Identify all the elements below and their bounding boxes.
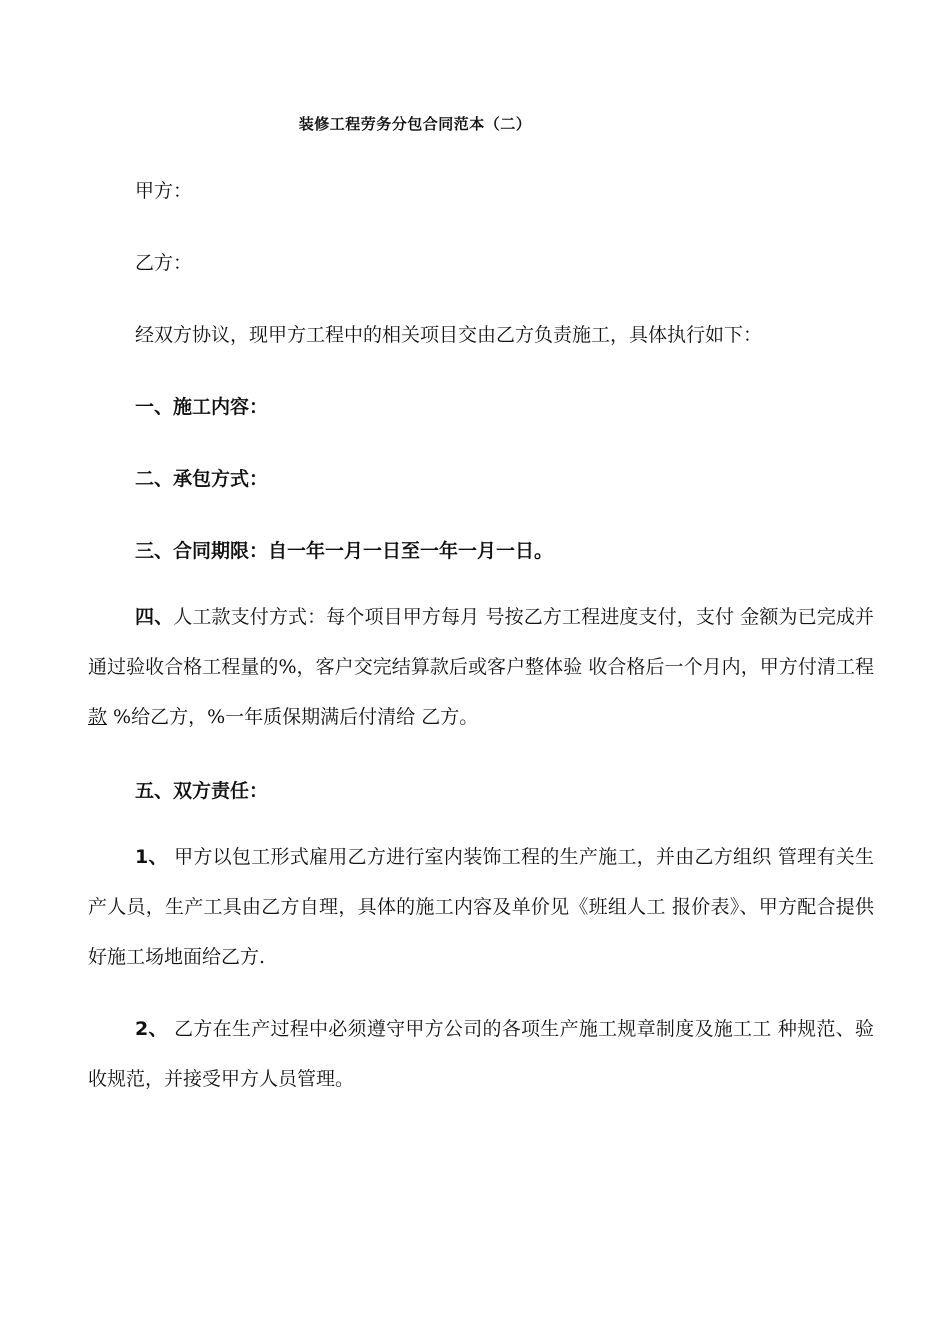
- section-3-heading: 三、合同期限：自一年一月一日至一年一月一日。: [135, 540, 554, 562]
- section-4-underlined: 款: [88, 706, 108, 728]
- section-4-text-a: 人工款支付方式：每个项目甲方每月 号按乙方工程进度支付，支付 金额为已完成并通过验收合格工程量的%，客户交完结算款后或客户整体验 收合格后一个月内，甲方付清工程: [88, 606, 874, 678]
- intro-paragraph: 经双方协议，现甲方工程中的相关项目交由乙方负责施工，具体执行如下：: [135, 324, 763, 346]
- section-4-text-b: %给乙方，%一年质保期满后付清给 乙方。: [107, 706, 479, 728]
- section-2-heading: 二、承包方式：: [135, 468, 269, 490]
- item-1-text: 甲方以包工形式雇用乙方进行室内装饰工程的生产施工，并由乙方组织 管理有关生产人员，生产工具由乙方自理，具体的施工内容及单价见《班组人工 报价表》、甲方配合提供好施工场地面给乙方.: [88, 846, 874, 968]
- item-2-text: 乙方在生产过程中必须遵守甲方公司的各项生产施工规章制度及施工工 种规范、验收规范，并接受甲方人员管理。: [88, 1018, 874, 1090]
- section-4-paragraph: [88, 592, 874, 742]
- party-b-label: 乙方：: [135, 252, 193, 274]
- item-2-number: 2、: [135, 1018, 168, 1040]
- section-4-number: 四、: [135, 606, 174, 628]
- section-5-heading: 五、双方责任：: [135, 780, 269, 802]
- section-1-heading: 一、施工内容：: [135, 396, 269, 418]
- item-1-paragraph: [88, 832, 874, 982]
- party-a-label: 甲方：: [135, 180, 193, 202]
- document-title: 装修工程劳务分包合同范本（二）: [298, 115, 532, 133]
- item-1-number: 1、: [135, 846, 168, 868]
- item-2-paragraph: [88, 1004, 874, 1104]
